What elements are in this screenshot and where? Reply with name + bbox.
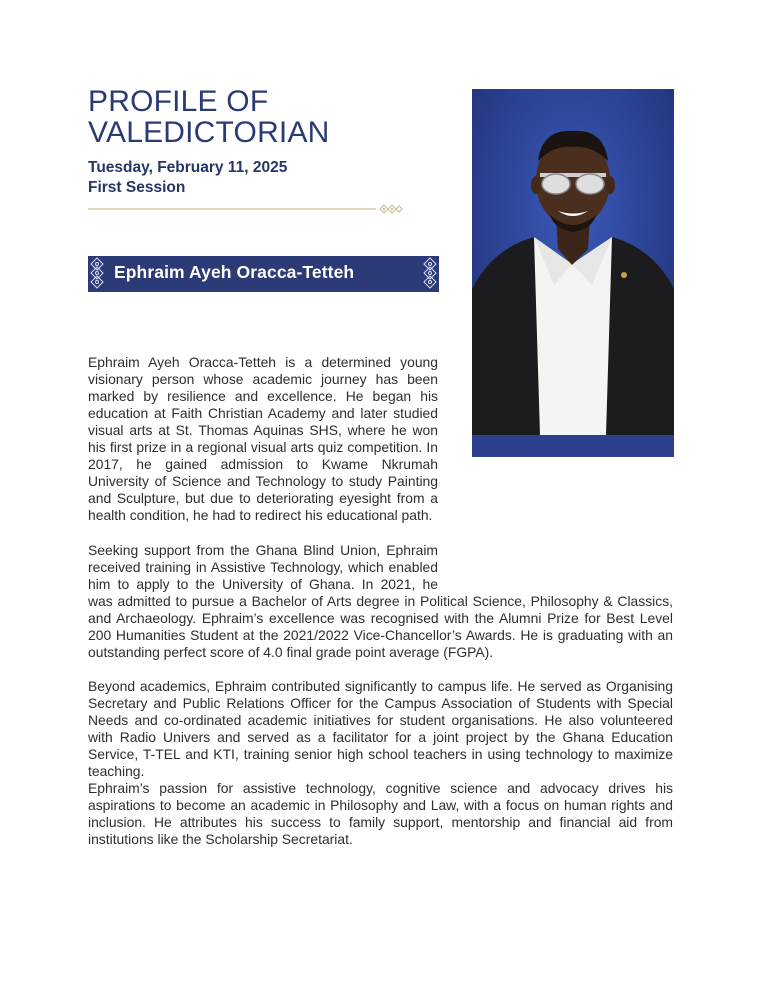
bio-paragraph-2-tail-text: was admitted to pursue a Bachelor of Arts degree in Political Science, Philosophy & Classics, and Archaeology. Ephraim’s excellence was recognised with the Alumni Prize for Best Level 200 Humanities Student at the 2021/2022 Vice-Chancellor’s Awards. He is graduating with an outstanding perfect score of 4.0 final grade point average (FGPA). bbox=[88, 593, 673, 660]
page-title bbox=[88, 86, 448, 148]
event-session: First Session bbox=[88, 179, 186, 196]
banner-ornament-icon bbox=[88, 256, 106, 292]
bio-paragraph-4-text: Ephraim’s passion for assistive technology, cognitive science and advocacy drives his aspirations to become an academic in Philosophy and Law, with a focus on human rights and inclusion. He attributes his success to family support, mentorship and financial aid from institutions like the Scholarship Secretariat. bbox=[88, 780, 673, 847]
bio-paragraph-3 bbox=[88, 678, 673, 780]
bio-paragraph-3-text: Beyond academics, Ephraim contributed significantly to campus life. He served as Organising Secretary and Public Relations Officer for the Campus Association of Students with Special Needs and co-ordinated academic initiatives for student organisations. He also volunteered with Radio Univers and served as a facilitator for a joint project by the Ghana Education Service, T-TEL and KTI, training senior high school teachers in using technology to maximize teaching. bbox=[88, 678, 673, 779]
name-banner bbox=[88, 256, 439, 292]
banner-ornament-icon bbox=[421, 256, 439, 292]
bio-paragraph-1 bbox=[88, 354, 438, 524]
bio-paragraph-1-text: Ephraim Ayeh Oracca-Tetteh is a determined young visionary person whose academic journey has been marked by resilience and excellence. He began his education at Faith Christian Academy and later studied visual arts at St. Thomas Aquinas SHS, where he won his first prize in a regional visual arts quiz competition. In 2017, he gained admission to Kwame Nkrumah University of Science and Technology to study Painting and Sculpture, but due to deteriorating eyesight from a health condition, he had to redirect his educational path. bbox=[88, 354, 438, 523]
bio-paragraph-2-head-text: Seeking support from the Ghana Blind Union, Ephraim received training in Assistive Technology, which enabled him to apply to the University of Ghana. In 2021, he bbox=[88, 542, 438, 592]
title-line-2: VALEDICTORIAN bbox=[88, 116, 330, 149]
event-date: Tuesday, February 11, 2025 bbox=[88, 159, 288, 176]
bio-paragraph-2-tail bbox=[88, 593, 673, 661]
bio-paragraph-4 bbox=[88, 780, 673, 848]
portrait-photo bbox=[472, 89, 674, 457]
valedictorian-name: Ephraim Ayeh Oracca-Tetteh bbox=[114, 262, 355, 282]
title-line-1: PROFILE OF bbox=[88, 85, 269, 118]
bio-paragraph-2-head bbox=[88, 542, 438, 593]
divider-ornament-icon bbox=[88, 203, 403, 215]
portrait-image bbox=[472, 89, 674, 457]
